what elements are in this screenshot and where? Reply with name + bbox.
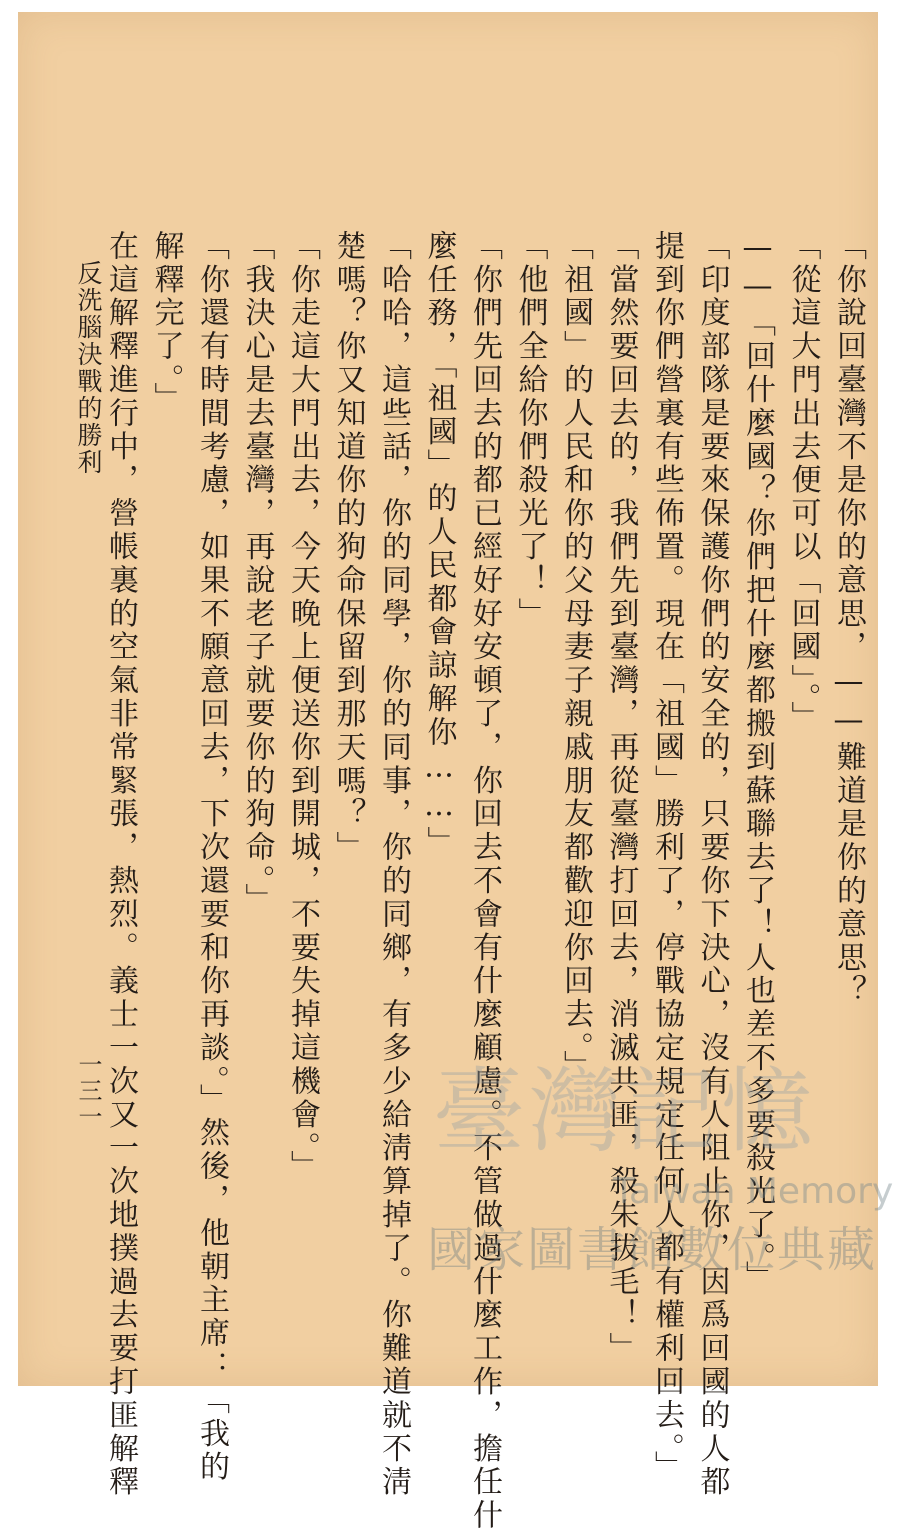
text-column: 「你還有時間考慮，如果不願意回去，下次還要和你再談。」然後，他朝主席：「我的 [194, 230, 229, 1485]
text-column: 「從這大門出去便可以「回國」。」 [785, 230, 821, 735]
text-column: ——「回什麼國？你們把什麼都搬到蘇聯去了！人也差不多要殺光了。」 [740, 230, 775, 1294]
text-column: 「你說回臺灣不是你的意思，——難道是你的意思？ [831, 230, 866, 1009]
text-column: 「你們先回去的都已經好好安頓了，你回去不會有什麼顧慮。不管做過什麼工作，擔任什 [467, 230, 502, 1533]
page-number: 一三一 [74, 1052, 102, 1130]
text-column: 麼任務，「祖國」的人民都會諒解你……」 [421, 230, 457, 860]
watermark-english: Taiwan Memory [613, 1171, 894, 1212]
text-column: 「哈哈，這些話，你的同學，你的同事，你的同鄉，有多少給淸算掉了。你難道就不淸 [376, 230, 411, 1500]
text-column: 楚嗎？你又知道你的狗命保留到那天嗎？」 [330, 230, 366, 865]
text-column: 提到你們營裏有些佈置。現在「祖國」勝利了，停戰協定規定任何人都有權利回去。」 [649, 230, 684, 1485]
watermark-institution: 國家圖書館數位典藏 [427, 1222, 878, 1278]
text-column: 「印度部隊是要來保護你們的安全的，只要你下決心，沒有人阻止你，因爲回國的人都 [694, 230, 730, 1500]
text-column: 「我決心是去臺灣，再說老子就要你的狗命。」 [239, 230, 275, 917]
text-column: 「祖國」的人民和你的父母妻子親戚朋友都歡迎你回去。」 [558, 230, 593, 1084]
text-column: 解釋完了。」 [148, 230, 184, 416]
paper-sheet [18, 12, 894, 1533]
text-column: 在這解釋進行中，營帳裏的空氣非常緊張，熱烈。義士一次又一次地撲過去要打匪解釋 [103, 230, 138, 1500]
running-title: 反洗腦決戰的勝利 [74, 260, 103, 476]
text-column: 「他們全給你們殺光了！」 [512, 230, 548, 631]
watermark-logo-text: 臺灣記憶 [433, 1058, 818, 1165]
text-column: 「你走這大門出去，今天晚上便送你到開城，不要失掉這機會。」 [285, 230, 320, 1184]
text-column: 「當然要回去的，我們先到臺灣，再從臺灣打回去，消滅共匪，殺朱拔毛！」 [603, 230, 639, 1366]
